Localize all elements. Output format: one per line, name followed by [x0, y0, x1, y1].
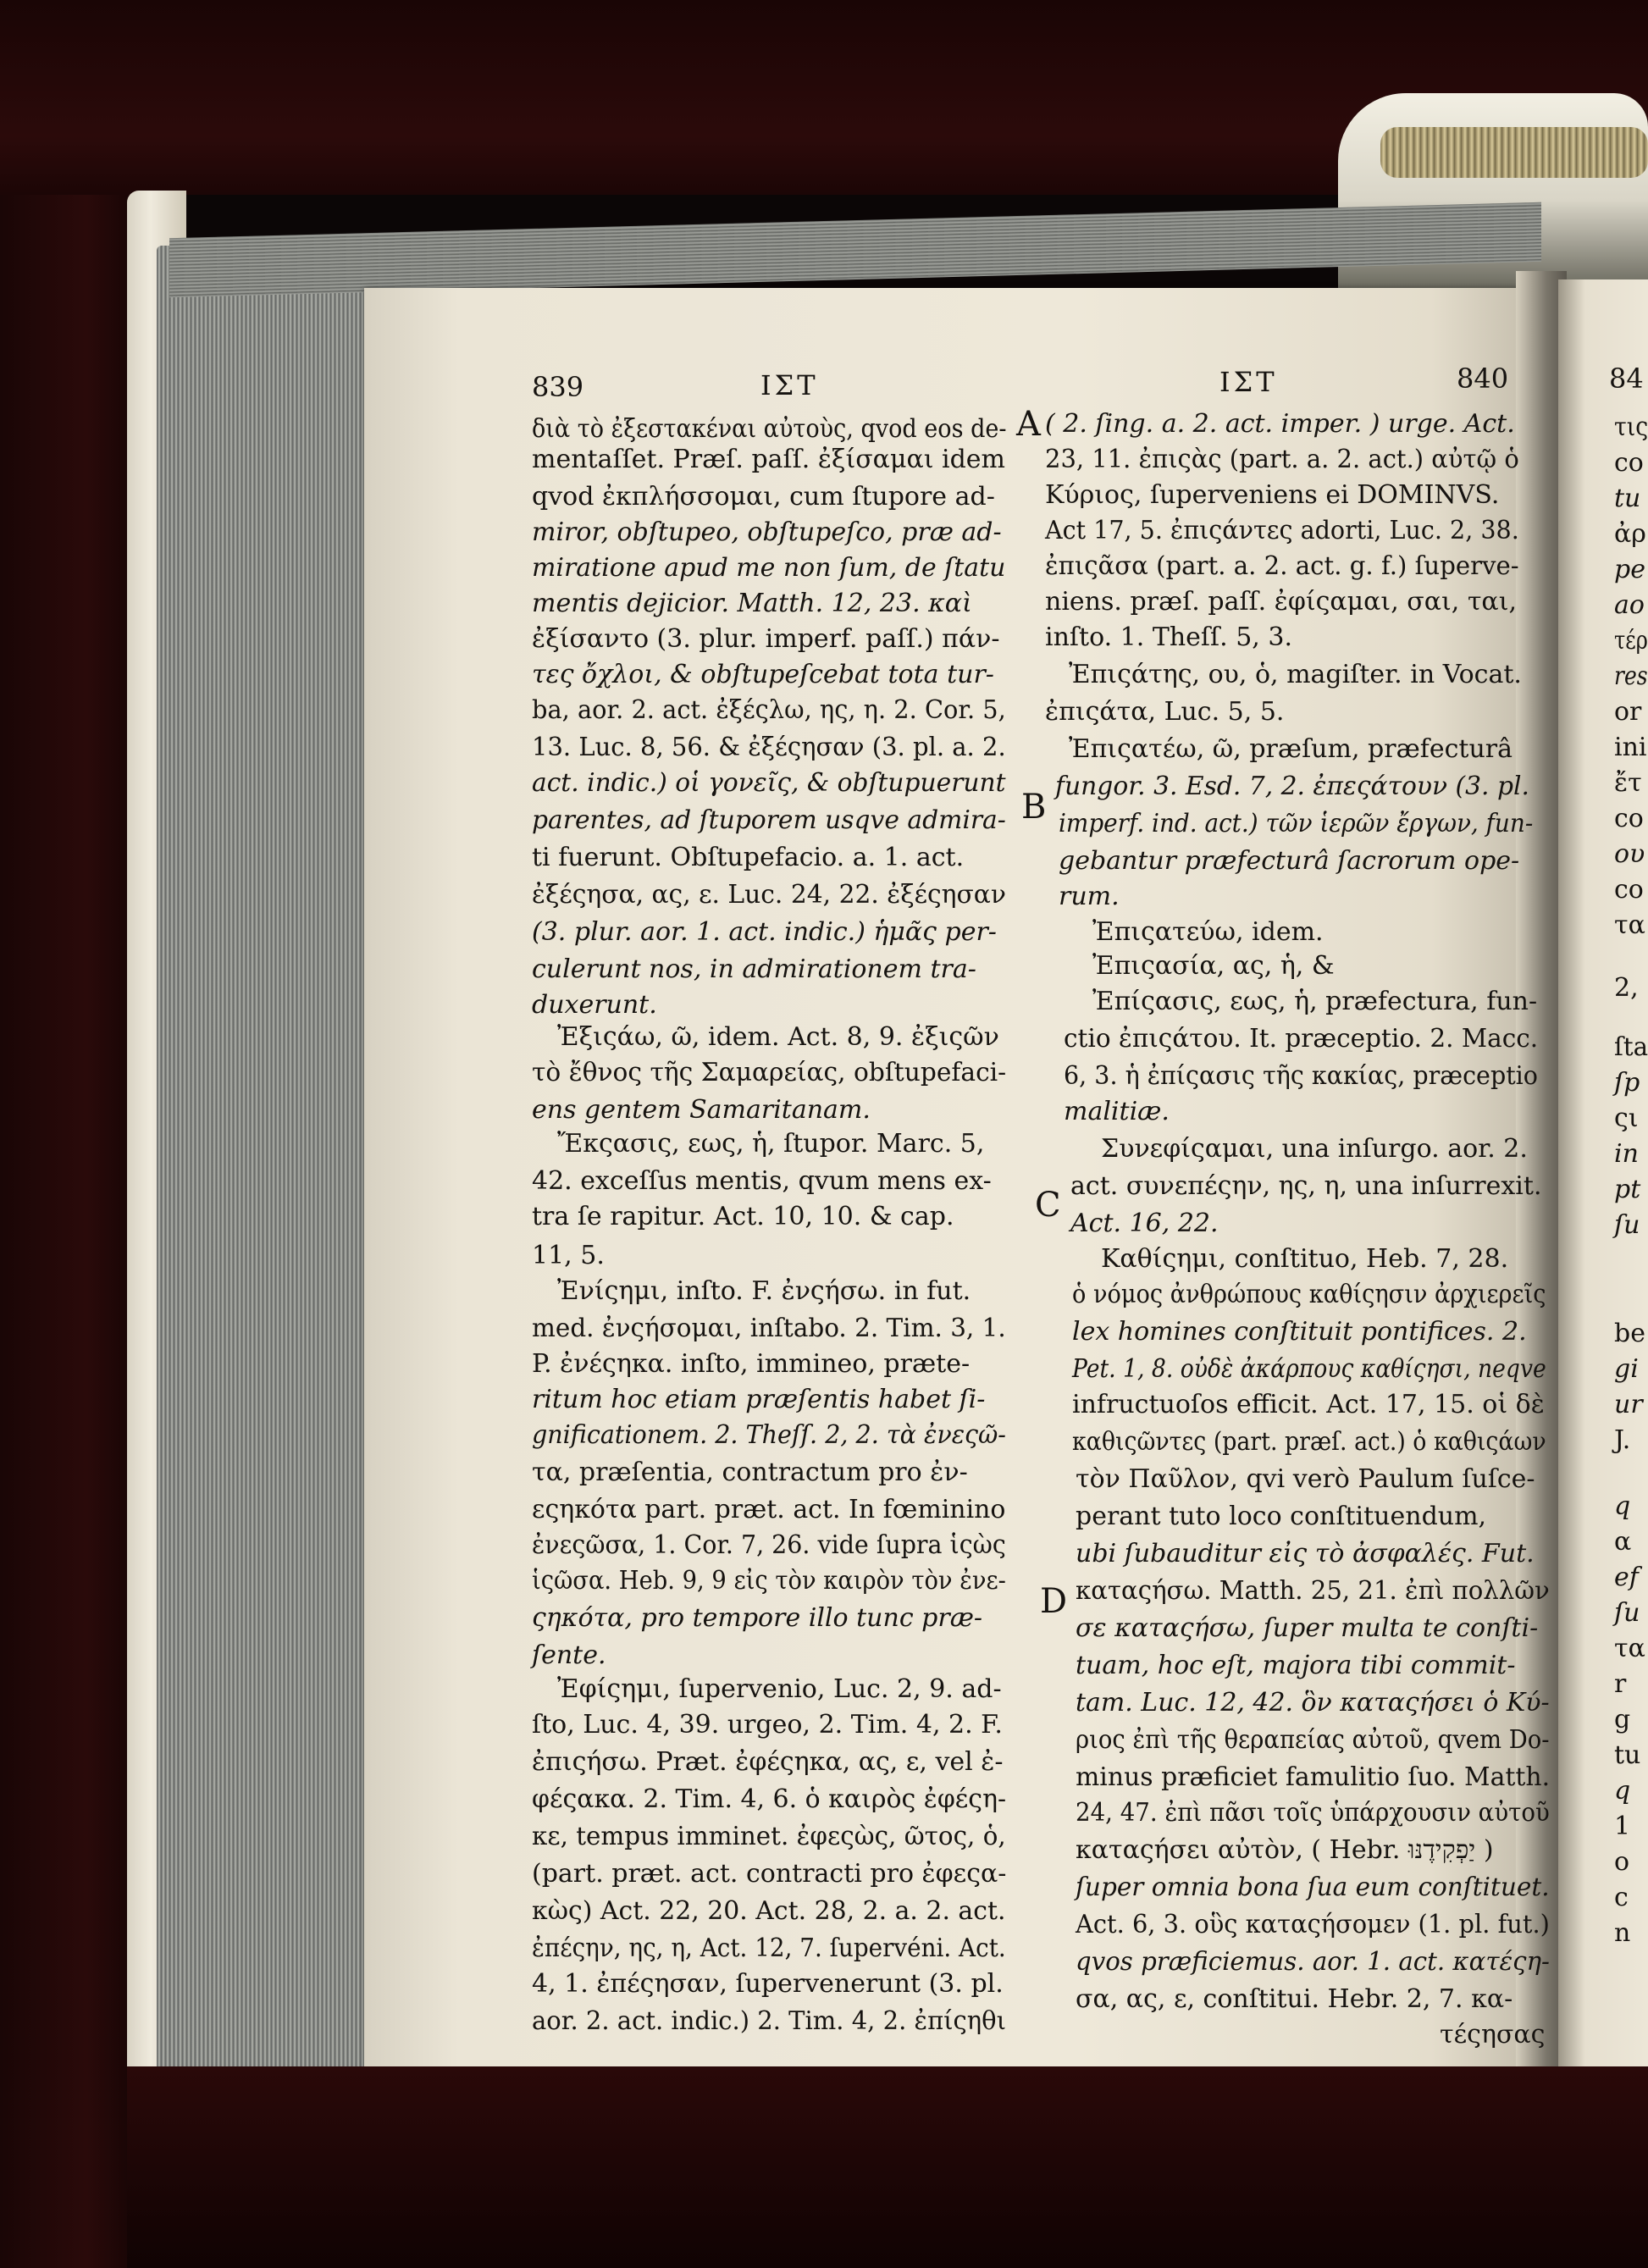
- fragment-line: ſu: [1614, 1598, 1640, 1628]
- left-line: τὸ ἔθνος τῆς Σαμαρείας, obſtupefaci-: [532, 1058, 1007, 1087]
- fragment-line: α: [1614, 1527, 1632, 1557]
- page-edges: [157, 246, 377, 2092]
- right-line: Καθίςημι, conſtituo, Heb. 7, 28.: [1101, 1244, 1509, 1274]
- left-line: ἐξίσαντο (3. plur. imperf. paſſ.) πάν-: [532, 624, 1000, 654]
- left-line: τα, præſentia, contractum pro ἐν-: [532, 1458, 968, 1487]
- fragment-line: 1: [1614, 1812, 1631, 1841]
- left-line: ba, aor. 2. act. ἐξέςλω, ης, η. 2. Cor. 5,: [532, 695, 1006, 725]
- right-line: Κύριος, ſuperveniens ei DOMINVS.: [1045, 480, 1500, 510]
- right-line: Συνεφίςαμαι, una inſurgo. aor. 2.: [1101, 1134, 1528, 1164]
- right-line: inſto. 1. Theſſ. 5, 3.: [1045, 622, 1292, 652]
- left-line: κε, tempus imminet. ἐφεςὼς, ῶτος, ὁ,: [532, 1822, 1006, 1851]
- right-line: Ἐπιςάτης, ου, ὁ, magiſter. in Vocat.: [1069, 660, 1522, 689]
- fragment-line: tu: [1614, 484, 1641, 513]
- left-line: ens gentem Samaritanam.: [532, 1095, 871, 1125]
- fragment-line: ſu: [1614, 1210, 1640, 1240]
- margin-letter-d: D: [1040, 1582, 1068, 1621]
- fragment-line: τις: [1614, 412, 1648, 442]
- left-line: διὰ τὸ ἐξεστακέναι αὐτοὺς, qvod eos de-: [532, 414, 1007, 444]
- right-line: Ἐπιςασία, ας, ἡ, &: [1092, 951, 1335, 981]
- left-line: miror, obſtupeo, obſtupeſco, præ ad-: [532, 517, 1002, 547]
- left-line: Ἔκςασις, εως, ἡ, ſtupor. Marc. 5,: [557, 1129, 985, 1159]
- right-line: act. συνεπέςην, ης, η, una inſurrexit.: [1070, 1171, 1542, 1201]
- right-line: Ἐπίςασις, εως, ἡ, præfectura, fun-: [1092, 987, 1538, 1016]
- left-line: ritum hoc etiam præſentis habet ſi-: [532, 1385, 986, 1414]
- right-line: ἐπιςᾶσα (part. a. 2. act. g. f.) ſuperve-: [1045, 551, 1519, 581]
- right-line: infructuoſos efficit. Act. 17, 15. οἱ δὲ: [1072, 1390, 1545, 1419]
- left-line: 11, 5.: [532, 1241, 605, 1270]
- right-line: ριος ἐπὶ τῆς θεραπείας αὐτοῦ, qvem Do-: [1076, 1725, 1550, 1755]
- right-line: minus præficiet famulitio ſuo. Matth.: [1076, 1762, 1551, 1792]
- right-line: ſuper omnia bona ſua eum conſtituet.: [1076, 1872, 1550, 1902]
- margin-letter-b: B: [1021, 788, 1047, 827]
- left-line: εςηκότα part. præt. act. In fœminino: [532, 1495, 1006, 1524]
- right-line: Act 17, 5. ἐπιςάντες adorti, Luc. 2, 38.: [1045, 516, 1519, 545]
- left-line: aor. 2. act. indic.) 2. Tim. 4, 2. ἐπίςηθι: [532, 2006, 1007, 2036]
- fragment-line: c: [1614, 1883, 1629, 1912]
- left-line: miratione apud me non ſum, de ſtatu: [532, 553, 1006, 583]
- left-page-number: 839: [532, 371, 584, 403]
- fragment-line: ου: [1614, 839, 1645, 869]
- fragment-line: tu: [1614, 1740, 1641, 1770]
- left-line: 42. exceſſus mentis, qvum mens ex-: [532, 1166, 992, 1196]
- right-line: σε καταςήσω, ſuper multa te conſti-: [1076, 1613, 1539, 1643]
- left-line: mentaſſet. Præſ. paſſ. ἐξίσαμαι idem: [532, 445, 1005, 474]
- right-line: malitiæ.: [1064, 1097, 1170, 1126]
- fragment-line: in: [1614, 1139, 1639, 1169]
- right-line: 6, 3. ἡ ἐπίςασις τῆς κακίας, præceptio: [1064, 1061, 1538, 1091]
- fragment-line: τα: [1614, 910, 1645, 940]
- right-line: lex homines conſtituit pontifices. 2.: [1072, 1317, 1527, 1347]
- fragment-line: q: [1614, 1776, 1631, 1806]
- left-line: ἐνεςῶσα, 1. Cor. 7, 26. vide ſupra ἱςὼς: [532, 1530, 1006, 1560]
- right-running-head: ΙΣΤ: [1219, 366, 1278, 398]
- left-line: tra ſe rapitur. Act. 10, 10. & cap.: [532, 1202, 954, 1231]
- right-line: ubi ſubauditur εἰς τὸ ἀσφαλές. Fut.: [1076, 1539, 1535, 1568]
- right-line: Act. 16, 22.: [1070, 1209, 1219, 1238]
- left-line: τες ὄχλοι, & obſtupeſcebat tota tur-: [532, 660, 994, 689]
- fragment-line: pt: [1614, 1175, 1641, 1204]
- margin-letter-c: C: [1035, 1186, 1061, 1225]
- binding-headband: [1380, 127, 1648, 178]
- right-line: tuam, hoc eſt, majora tibi commit-: [1076, 1651, 1516, 1680]
- right-line: καθιςῶντες (part. præſ. act.) ὁ καθιςάων: [1072, 1427, 1546, 1457]
- fragment-line: pe: [1614, 555, 1645, 584]
- fragment-line: or: [1614, 697, 1642, 727]
- right-line: fungor. 3. Esd. 7, 2. ἐπεςάτουν (3. pl.: [1055, 772, 1529, 801]
- fragment-line: ini: [1614, 733, 1647, 762]
- left-line: ἐπιςήσω. Præt. ἐφέςηκα, ας, ε, vel ἐ-: [532, 1747, 1004, 1777]
- fragment-line: res: [1614, 661, 1648, 691]
- left-line: ti fuerunt. Obſtupefacio. a. 1. act.: [532, 843, 965, 872]
- right-line: καταςήσω. Matth. 25, 21. ἐπὶ πολλῶν: [1076, 1576, 1550, 1606]
- right-line: ( 2. ſing. a. 2. act. imper. ) urge. Act.: [1045, 409, 1515, 439]
- margin-letter-a: A: [1016, 405, 1041, 444]
- fragment-line: τέρ: [1614, 626, 1648, 656]
- background-bottom: [127, 2066, 1648, 2268]
- fragment-line: ςι: [1614, 1104, 1639, 1133]
- left-line: ἐξέςησα, ας, ε. Luc. 24, 22. ἐξέςησαν: [532, 880, 1006, 910]
- left-line: (part. præt. act. contracti pro ἐφεςα-: [532, 1859, 1007, 1889]
- left-line: ἱςῶσα. Heb. 9, 9 εἰς τὸν καιρὸν τὸν ἐνε-: [532, 1566, 1006, 1596]
- right-line: ἐπιςάτα, Luc. 5, 5.: [1045, 697, 1285, 727]
- fragment-line: ſp: [1614, 1068, 1640, 1098]
- fragment-line: be: [1614, 1319, 1645, 1348]
- right-line: τέςησας: [1440, 2020, 1546, 2049]
- fragment-line: 2,: [1614, 973, 1639, 1003]
- fragment-line: ſta: [1614, 1032, 1648, 1062]
- right-line: καταςήσει αὐτὸν, ( Hebr. יַפְקִידֶנּוּ ): [1076, 1835, 1494, 1865]
- left-line: φέςακα. 2. Tim. 4, 6. ὁ καιρὸς ἐφέςη-: [532, 1784, 1007, 1814]
- fragment-line: g: [1614, 1705, 1631, 1734]
- left-line: κὼς) Act. 22, 20. Act. 28, 2. a. 2. act.: [532, 1896, 1006, 1926]
- right-line: perant tuto loco conſtituendum,: [1076, 1502, 1487, 1531]
- fragment-line: ο: [1614, 1847, 1630, 1877]
- left-line: (3. plur. aor. 1. act. indic.) ἡμᾶς per-: [532, 917, 997, 947]
- right-line: gebantur præfecturâ ſacrorum ope-: [1059, 846, 1520, 876]
- background-left: [0, 0, 144, 2268]
- left-line: ςηκότα, pro tempore illo tunc præ-: [532, 1603, 983, 1633]
- left-line: parentes, ad ſtuporem usqve admira-: [532, 805, 1006, 835]
- left-line: gnificationem. 2. Theſſ. 2, 2. τὰ ἐνεςῶ-: [532, 1420, 1006, 1450]
- fragment-line: co: [1614, 875, 1644, 904]
- right-line: qvos præficiemus. aor. 1. act. κατέςη-: [1076, 1947, 1550, 1977]
- right-line: niens. præſ. paſſ. ἐφίςαμαι, σαι, ται,: [1045, 587, 1517, 617]
- fragment-line: co: [1614, 448, 1644, 478]
- right-line: ctio ἐπιςάτου. It. præceptio. 2. Macc.: [1064, 1024, 1539, 1054]
- left-line: 13. Luc. 8, 56. & ἐξέςησαν (3. pl. a. 2.: [532, 733, 1006, 762]
- right-line: 23, 11. ἐπιςὰς (part. a. 2. act.) αὐτῷ ὁ: [1045, 445, 1519, 474]
- fragment-line: ao: [1614, 590, 1645, 620]
- left-line: med. ἐνςήσομαι, inſtabo. 2. Tim. 3, 1.: [532, 1314, 1006, 1343]
- left-line: ἐπέςην, ης, η, Act. 12, 7. ſupervéni. Act.: [532, 1933, 1006, 1963]
- left-line: P. ἐνέςηκα. inſto, immineo, præte-: [532, 1349, 971, 1379]
- fragment-line: J.: [1614, 1425, 1631, 1455]
- left-line: mentis dejicior. Matth. 12, 23. καὶ: [532, 589, 972, 618]
- left-line: Ἐνίςημι, inſto. F. ἐνςήσω. in fut.: [557, 1276, 971, 1306]
- fragment-line: ἀρ: [1614, 519, 1646, 549]
- right-line: Ἐπιςατεύω, idem.: [1092, 917, 1324, 947]
- fragment-line: gi: [1614, 1354, 1639, 1384]
- fragment-line: ἔτ: [1614, 768, 1642, 798]
- left-line: duxerunt.: [532, 990, 657, 1020]
- fragment-line: n: [1614, 1918, 1631, 1948]
- right-line: tam. Luc. 12, 42. ὃν καταςήσει ὁ Κύ-: [1076, 1688, 1550, 1718]
- left-line: qvod ἐκπλήσσομαι, cum ſtupore ad-: [532, 482, 995, 512]
- fragment-line: q: [1614, 1491, 1631, 1521]
- fragment-line: co: [1614, 804, 1644, 833]
- left-line: act. indic.) οἱ γονεῖς, & obſtupuerunt: [532, 768, 1006, 798]
- left-line: ſto, Luc. 4, 39. urgeo, 2. Tim. 4, 2. F.: [532, 1710, 1003, 1740]
- fragment-line: r: [1614, 1669, 1627, 1699]
- page-edges-top: [169, 202, 1541, 297]
- right-line: τὸν Παῦλον, qvi verò Paulum ſuſce-: [1076, 1464, 1535, 1494]
- fragment-line: ef: [1614, 1563, 1639, 1592]
- right-page-number: 840: [1457, 362, 1509, 395]
- right-line: Ἐπιςατέω, ῶ, præſum, præfecturâ: [1069, 734, 1513, 764]
- right-line: rum.: [1059, 882, 1120, 911]
- right-line: ὁ νόμος ἀνθρώπους καθίςησιν ἀρχιερεῖς: [1072, 1280, 1546, 1309]
- left-running-head: ΙΣΤ: [760, 369, 819, 401]
- left-line: culerunt nos, in admirationem tra-: [532, 954, 976, 984]
- right-line: Pet. 1, 8. οὐδὲ ἀκάρπους καθίςησι, neqve: [1072, 1354, 1546, 1384]
- left-line: ſente.: [532, 1640, 606, 1670]
- right-line: 24, 47. ἐπὶ πᾶσι τοῖς ὑπάρχουσιν αὐτοῦ: [1076, 1798, 1550, 1828]
- far-right-page-number: 84: [1609, 362, 1644, 395]
- right-line: imperf. ind. act.) τῶν ἱερῶν ἔργων, fun-: [1059, 809, 1534, 838]
- left-line: 4, 1. ἐπέςησαν, ſupervenerunt (3. pl.: [532, 1969, 1004, 1999]
- left-line: Ἐφίςημι, ſupervenio, Luc. 2, 9. ad-: [557, 1674, 1002, 1704]
- right-line: σα, ας, ε, conſtitui. Hebr. 2, 7. κα-: [1076, 1984, 1513, 2014]
- fragment-line: ur: [1614, 1390, 1643, 1419]
- left-line: Ἐξιςάω, ῶ, idem. Act. 8, 9. ἐξιςῶν: [557, 1022, 999, 1052]
- right-line: Act. 6, 3. οὓς καταςήσομεν (1. pl. fut.): [1076, 1910, 1550, 1939]
- fragment-line: τα: [1614, 1634, 1645, 1663]
